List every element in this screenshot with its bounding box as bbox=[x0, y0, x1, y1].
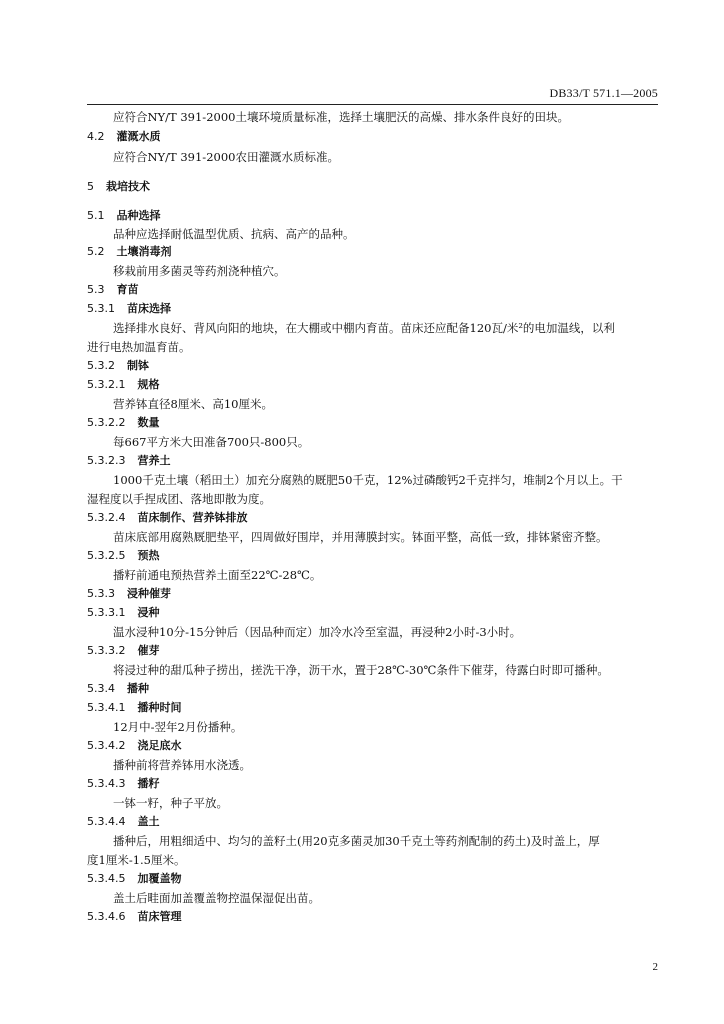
paragraph: 营养钵直径8厘米、高10厘米。 bbox=[113, 397, 273, 411]
section-heading bbox=[87, 701, 181, 715]
section-number: 5.3.3.1 bbox=[87, 606, 126, 619]
section-number: 5.3.2.2 bbox=[87, 416, 126, 429]
section-heading bbox=[87, 359, 149, 373]
section-heading bbox=[87, 872, 181, 886]
page-number: 2 bbox=[652, 961, 658, 973]
section-heading bbox=[87, 777, 159, 791]
section-number: 5.3.2.5 bbox=[87, 549, 126, 562]
header-divider bbox=[87, 104, 658, 105]
paragraph: 播籽前通电预热营养土面至22℃-28℃。 bbox=[113, 568, 322, 582]
section-number: 5.3.4.1 bbox=[87, 701, 126, 714]
section-heading bbox=[87, 739, 181, 753]
paragraph: 12月中-翌年2月份播种。 bbox=[113, 720, 243, 734]
section-number: 5.3.2.4 bbox=[87, 511, 126, 524]
paragraph: 播种后，用粗细适中、均匀的盖籽土(用20克多菌灵加30千克土等药剂配制的药土)及时盖上，厚 bbox=[113, 834, 600, 848]
section-heading bbox=[87, 283, 139, 297]
section-title: 播籽 bbox=[137, 777, 160, 790]
section-title: 浸种催芽 bbox=[127, 587, 171, 600]
section-number: 5.3.4.4 bbox=[87, 815, 126, 828]
section-title: 浇足底水 bbox=[137, 739, 182, 752]
section-heading bbox=[87, 587, 171, 601]
section-heading bbox=[87, 180, 150, 194]
section-title: 栽培技术 bbox=[106, 180, 150, 193]
paragraph: 应符合NY/T 391-2000土壤环境质量标准，选择土壤肥沃的高燥、排水条件良好的田块。 bbox=[113, 110, 569, 124]
section-title: 催芽 bbox=[137, 644, 160, 657]
paragraph: 品种应选择耐低温型优质、抗病、高产的品种。 bbox=[113, 227, 355, 241]
paragraph: 播种前将营养钵用水浇透。 bbox=[113, 758, 251, 772]
paragraph: 每667平方米大田准备700只-800只。 bbox=[113, 435, 310, 449]
section-title: 苗床选择 bbox=[127, 302, 171, 315]
section-number: 5.3.2.1 bbox=[87, 378, 126, 391]
section-number: 5.3.4.2 bbox=[87, 739, 126, 752]
section-title: 预热 bbox=[137, 549, 160, 562]
section-number: 5.3.2 bbox=[87, 359, 115, 372]
section-title: 播种 bbox=[127, 682, 149, 695]
section-title: 苗床管理 bbox=[137, 910, 182, 923]
paragraph: 移栽前用多菌灵等药剂浇种植穴。 bbox=[113, 264, 286, 278]
section-heading bbox=[87, 416, 159, 430]
section-heading bbox=[87, 606, 159, 620]
paragraph: 盖土后畦面加盖覆盖物控温保湿促出苗。 bbox=[113, 891, 320, 905]
section-title: 土壤消毒剂 bbox=[116, 245, 172, 258]
paragraph: 1000千克土壤（稻田土）加充分腐熟的厩肥50千克，12%过磷酸钙2千克拌匀，堆制2个月以上。干 bbox=[113, 473, 623, 487]
section-title: 营养土 bbox=[137, 454, 171, 467]
section-number: 5.2 bbox=[87, 245, 105, 258]
paragraph: 应符合NY/T 391-2000农田灌溉水质标准。 bbox=[113, 150, 339, 164]
section-number: 5.3.4.5 bbox=[87, 872, 126, 885]
section-heading bbox=[87, 511, 247, 525]
section-number: 5.3.4.6 bbox=[87, 910, 126, 923]
section-heading bbox=[87, 454, 170, 468]
section-heading bbox=[87, 815, 159, 829]
paragraph: 温水浸种10分-15分钟后（因品种而定）加冷水冷至室温，再浸种2小时-3小时。 bbox=[113, 625, 522, 639]
section-heading bbox=[87, 302, 171, 316]
section-number: 5.3.4 bbox=[87, 682, 115, 695]
section-heading bbox=[87, 130, 161, 144]
section-number: 4.2 bbox=[87, 130, 105, 143]
paragraph: 选择排水良好、背风向阳的地块，在大棚或中棚内育苗。苗床还应配备120瓦/米²的电加温线，以利 bbox=[113, 321, 615, 335]
section-heading bbox=[87, 682, 149, 696]
section-number: 5 bbox=[87, 180, 94, 193]
section-title: 浸种 bbox=[137, 606, 160, 619]
paragraph: 一钵一籽，种子平放。 bbox=[113, 796, 228, 810]
section-title: 播种时间 bbox=[137, 701, 182, 714]
section-heading bbox=[87, 209, 161, 223]
section-heading bbox=[87, 644, 159, 658]
section-title: 苗床制作、营养钵排放 bbox=[137, 511, 248, 524]
paragraph: 苗床底部用腐熟厩肥垫平，四周做好围岸，并用薄膜封实。钵面平整，高低一致，排钵紧密齐整。 bbox=[113, 530, 608, 544]
section-heading bbox=[87, 378, 159, 392]
section-title: 制钵 bbox=[127, 359, 149, 372]
paragraph: 将浸过种的甜瓜种子捞出，搓洗干净，沥干水，置于28℃-30℃条件下催芽，待露白时即可播种。 bbox=[113, 663, 609, 677]
section-heading bbox=[87, 910, 181, 924]
section-number: 5.1 bbox=[87, 209, 105, 222]
section-number: 5.3 bbox=[87, 283, 105, 296]
section-title: 数量 bbox=[137, 416, 160, 429]
section-title: 盖土 bbox=[137, 815, 160, 828]
standard-id: DB33/T 571.1—2005 bbox=[549, 86, 658, 100]
section-number: 5.3.2.3 bbox=[87, 454, 126, 467]
section-number: 5.3.3.2 bbox=[87, 644, 126, 657]
section-title: 灌溉水质 bbox=[116, 130, 161, 143]
paragraph-continuation: 度1厘米-1.5厘米。 bbox=[87, 853, 186, 867]
paragraph-continuation: 湿程度以手捏成团、落地即散为度。 bbox=[87, 492, 271, 506]
section-number: 5.3.3 bbox=[87, 587, 115, 600]
section-number: 5.3.4.3 bbox=[87, 777, 126, 790]
section-number: 5.3.1 bbox=[87, 302, 115, 315]
paragraph-continuation: 进行电热加温育苗。 bbox=[87, 340, 191, 354]
section-title: 育苗 bbox=[116, 283, 139, 296]
section-heading bbox=[87, 245, 172, 259]
section-title: 加覆盖物 bbox=[137, 872, 182, 885]
section-title: 规格 bbox=[137, 378, 160, 391]
section-heading bbox=[87, 549, 159, 563]
section-title: 品种选择 bbox=[116, 209, 161, 222]
